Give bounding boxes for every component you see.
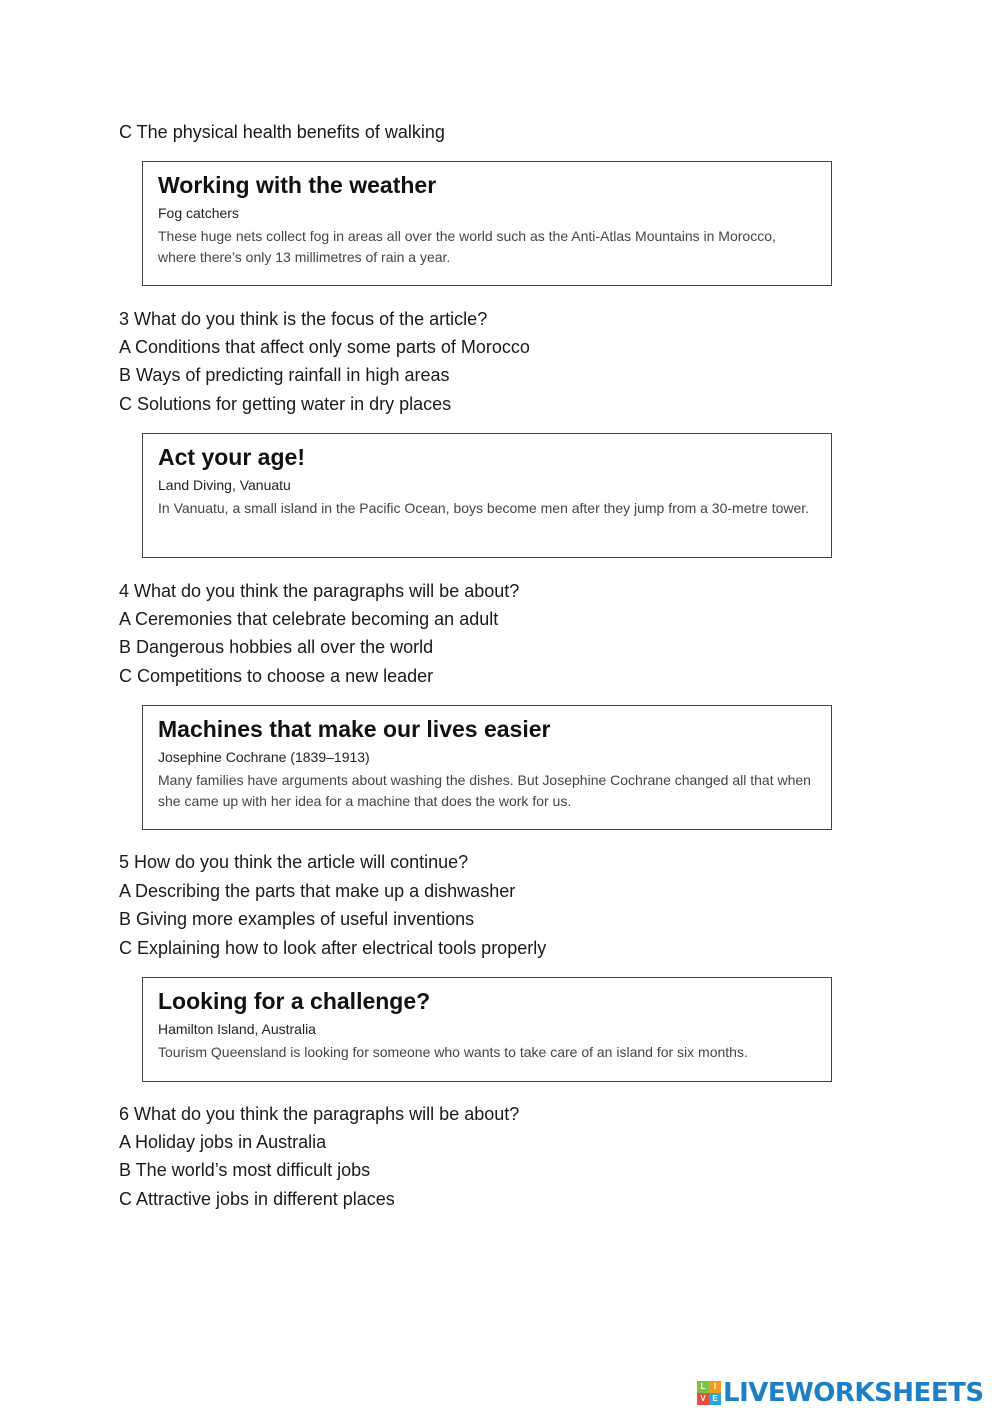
article-subtitle: Fog catchers <box>158 205 239 221</box>
answer-option-3b: B Ways of predicting rainfall in high areas <box>119 365 450 385</box>
article-body: These huge nets collect fog in areas all over the world such as the Anti-Atlas Mountains in Morocco, where there’s only 13 millimetres of rain a year. <box>158 228 776 265</box>
article-preview-act-your-age <box>142 433 832 558</box>
brand-logo-icon <box>697 1381 721 1405</box>
article-body: Tourism Queensland is looking for someone who wants to take care of an island for six months. <box>158 1044 748 1060</box>
logo-letter-v: V <box>697 1393 709 1405</box>
article-preview-machines <box>142 705 832 830</box>
answer-option-4c: C Competitions to choose a new leader <box>119 666 434 686</box>
answer-option-3c: C Solutions for getting water in dry places <box>119 394 452 414</box>
answer-option-3a: A Conditions that affect only some parts of Morocco <box>119 337 530 357</box>
article-title: Machines that make our lives easier <box>158 716 551 742</box>
logo-letter-l: L <box>697 1381 709 1393</box>
answer-option-6c: C Attractive jobs in different places <box>119 1189 395 1209</box>
brand-wordmark: LIVEWORKSHEETS <box>723 1378 984 1408</box>
article-title: Working with the weather <box>158 172 437 198</box>
question-3: 3 What do you think is the focus of the article? <box>119 309 488 329</box>
article-title: Looking for a challenge? <box>158 988 431 1014</box>
answer-option-6b: B The world’s most difficult jobs <box>119 1160 371 1180</box>
answer-option-5b: B Giving more examples of useful inventions <box>119 909 475 929</box>
answer-option-4b: B Dangerous hobbies all over the world <box>119 637 434 657</box>
article-body: Many families have arguments about washing the dishes. But Josephine Cochrane changed all that when she came up with her idea for a machine that does the work for us. <box>158 772 811 809</box>
answer-option-6a: A Holiday jobs in Australia <box>119 1132 327 1152</box>
question-4: 4 What do you think the paragraphs will be about? <box>119 581 520 601</box>
article-subtitle: Land Diving, Vanuatu <box>158 477 291 493</box>
article-preview-weather <box>142 161 832 286</box>
article-title: Act your age! <box>158 444 305 470</box>
article-preview-challenge <box>142 977 832 1082</box>
question-6: 6 What do you think the paragraphs will be about? <box>119 1104 520 1124</box>
logo-letter-i: I <box>709 1381 721 1393</box>
article-subtitle: Hamilton Island, Australia <box>158 1021 316 1037</box>
answer-option-5a: A Describing the parts that make up a dishwasher <box>119 881 516 901</box>
answer-option-2c: C The physical health benefits of walking <box>119 122 445 142</box>
question-5: 5 How do you think the article will continue? <box>119 852 469 872</box>
liveworksheets-logo[interactable] <box>697 1375 984 1411</box>
answer-option-5c: C Explaining how to look after electrical tools properly <box>119 938 547 958</box>
article-body: In Vanuatu, a small island in the Pacific Ocean, boys become men after they jump from a 30-metre tower. <box>158 500 810 516</box>
logo-letter-e: E <box>709 1393 721 1405</box>
article-subtitle: Josephine Cochrane (1839–1913) <box>158 749 370 765</box>
answer-option-4a: A Ceremonies that celebrate becoming an adult <box>119 609 499 629</box>
